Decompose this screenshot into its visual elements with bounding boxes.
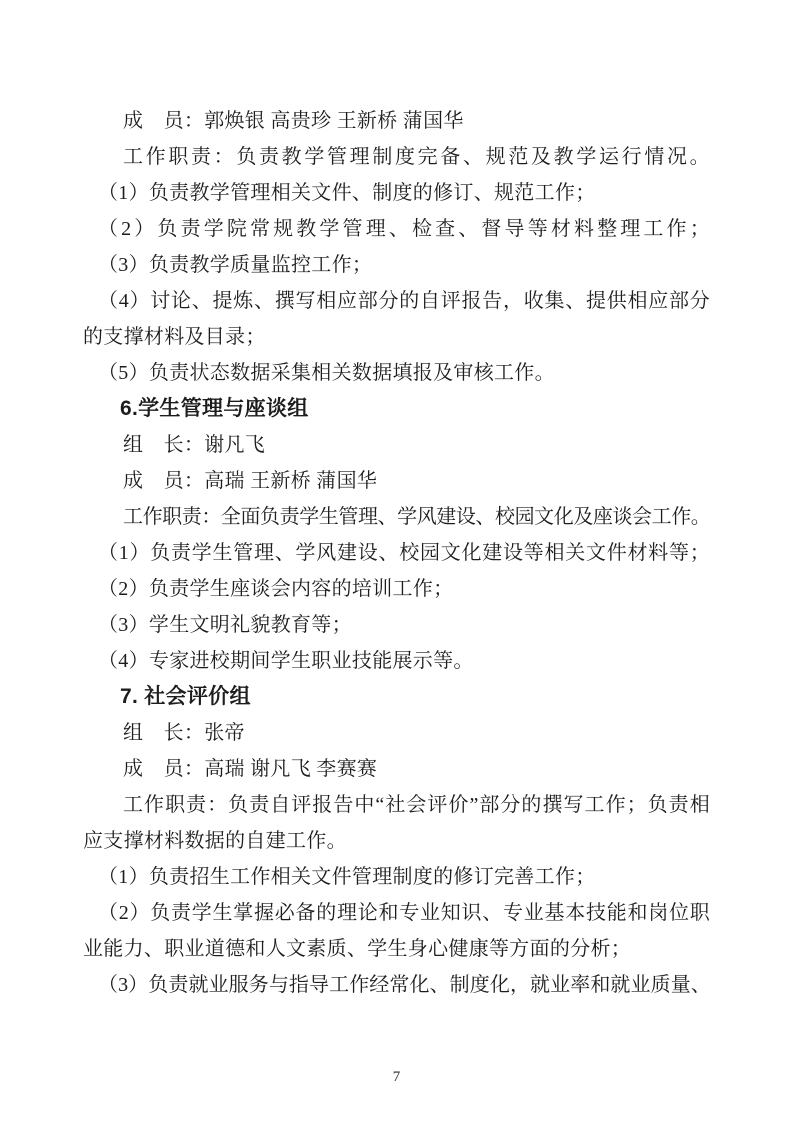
section-heading: 6.学生管理与座谈组 (120, 397, 309, 420)
text-line: 成 员：高瑞 谢凡飞 李赛赛 (123, 758, 378, 780)
text-line: （3）负责就业服务与指导工作经常化、制度化，就业率和就业质量、 (98, 974, 710, 996)
text-line: （1）负责学生管理、学风建设、校园文化建设等相关文件材料等； (98, 542, 710, 564)
document-body (83, 103, 710, 1003)
page-number: 7 (392, 1069, 401, 1085)
text-line: 成 员：高瑞 王新桥 蒲国华 (123, 470, 378, 492)
text-line: 的支撑材料及目录； (83, 326, 266, 348)
text-line: （3）学生文明礼貌教育等； (98, 614, 352, 636)
text-line: （1）负责教学管理相关文件、制度的修订、规范工作； (98, 182, 596, 204)
section-heading: 7. 社会评价组 (120, 685, 251, 708)
text-line: 业能力、职业道德和人文素质、学生身心健康等方面的分析； (83, 938, 632, 960)
text-line: 成 员：郭焕银 高贵珍 王新桥 蒲国华 (123, 110, 464, 132)
text-line: （5）负责状态数据采集相关数据填报及审核工作。 (98, 362, 555, 384)
text-line: （2）负责学生座谈会内容的培训工作； (98, 578, 454, 600)
text-line: （4）讨论、提炼、撰写相应部分的自评报告，收集、提供相应部分 (98, 290, 710, 312)
text-line: （2）负责学院常规教学管理、检查、督导等材料整理工作； (98, 218, 710, 240)
text-line: （3）负责教学质量监控工作； (98, 254, 373, 276)
text-line: 工作职责：负责教学管理制度完备、规范及教学运行情况。 (123, 146, 710, 168)
text-line: （2）负责学生掌握必备的理论和专业知识、专业基本技能和岗位职 (98, 902, 710, 924)
text-line: 应支撑材料数据的自建工作。 (83, 830, 347, 852)
text-line: 工作职责：全面负责学生管理、学风建设、校园文化及座谈会工作。 (123, 506, 710, 528)
text-line: 组 长：张帝 (123, 722, 245, 744)
text-line: 工作职责：负责自评报告中“社会评价”部分的撰写工作；负责相 (123, 794, 710, 816)
text-line: 组 长：谢凡飞 (123, 434, 266, 456)
text-line: （4）专家进校期间学生职业技能展示等。 (98, 650, 474, 672)
text-line: （1）负责招生工作相关文件管理制度的修订完善工作； (98, 866, 596, 888)
